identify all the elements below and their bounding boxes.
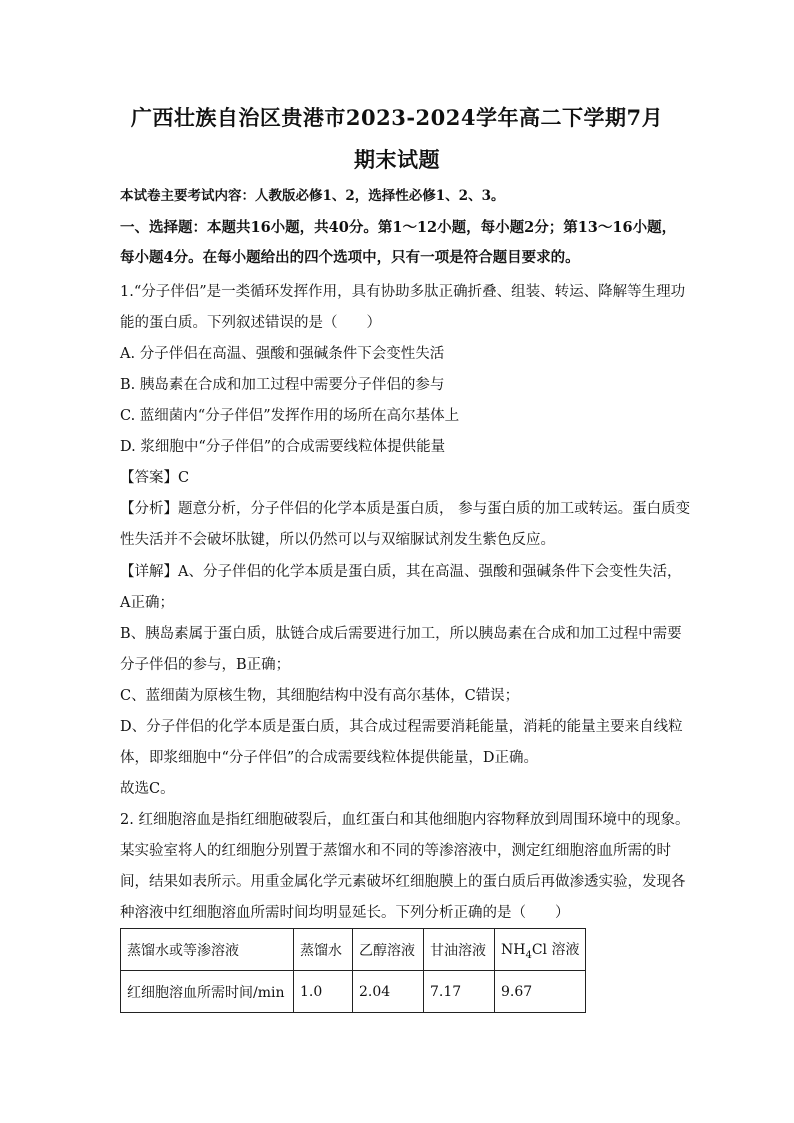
table-header-row [121, 929, 586, 971]
q1-analysis-line2: 性失活并不会破坏肽键，所以仍然可以与双缩脲试剂发生紫色反应。 [120, 532, 555, 548]
q1-detail-line2: A正确； [120, 595, 174, 611]
q1-analysis-line1: 【分析】题意分析，分子伴侣的化学本质是蛋白质， 参与蛋白质的加工或转运。蛋白质变 [120, 501, 691, 517]
q2-stem-line4: 种溶液中红细胞溶血所需时间均明显延长。下列分析正确的是（ ） [120, 905, 570, 921]
table-header-cell: 蒸馏水 [294, 929, 353, 971]
document-title-line1: 广西壮族自治区贵港市2023-2024学年高二下学期7月 [130, 105, 664, 130]
formula-subscript: 4 [525, 949, 532, 961]
q1-answer: 【答案】C [120, 470, 190, 486]
q1-detail-line4: 分子伴侣的参与，B正确； [120, 657, 291, 673]
table-cell: 红细胞溶血所需时间/min [121, 971, 294, 1013]
table-header-cell: 乙醇溶液 [353, 929, 424, 971]
formula-cl: Cl 溶液 [531, 941, 580, 958]
table-cell: 9.67 [495, 971, 586, 1013]
q1-detail-line7: 体，即浆细胞中“分子伴侣”的合成需要线粒体提供能量，D正确。 [120, 750, 538, 766]
table-row [121, 971, 586, 1013]
table-cell: 1.0 [294, 971, 353, 1013]
q1-stem-line2: 能的蛋白质。下列叙述错误的是（ ） [120, 315, 381, 331]
table-header-cell: 蒸馏水或等渗溶液 [121, 929, 294, 971]
q1-option-a: A. 分子伴侣在高温、强酸和强碱条件下会变性失活 [120, 346, 445, 362]
q2-stem-line1: 2. 红细胞溶血是指红细胞破裂后，血红蛋白和其他细胞内容物释放到周围环境中的现象。 [120, 812, 690, 828]
q1-detail-line3: B、胰岛素属于蛋白质，肽链合成后需要进行加工，所以胰岛素在合成和加工过程中需要 [120, 626, 682, 642]
q1-detail-line5: C、蓝细菌为原核生物，其细胞结构中没有高尔基体，C错误； [120, 688, 520, 704]
q2-stem-line3: 间，结果如表所示。用重金属化学元素破坏红细胞膜上的蛋白质后再做渗透实验，发现各 [120, 874, 686, 890]
table-cell: 2.04 [353, 971, 424, 1013]
table-header-cell [495, 929, 586, 971]
q1-detail-line6: D、分子伴侣的化学本质是蛋白质，其合成过程需要消耗能量，消耗的能量主要来自线粒 [120, 719, 683, 735]
q1-conclusion: 故选C。 [120, 781, 175, 797]
table-cell: 7.17 [424, 971, 495, 1013]
section-instruction-line2: 每小题4分。在每小题给出的四个选项中，只有一项是符合题目要求的。 [120, 249, 580, 266]
q1-option-b: B. 胰岛素在合成和加工过程中需要分子伴侣的参与 [120, 377, 445, 393]
q1-option-c: C. 蓝细菌内“分子伴侣”发挥作用的场所在高尔基体上 [120, 408, 460, 424]
q2-stem-line2: 某实验室将人的红细胞分别置于蒸馏水和不同的等渗溶液中，测定红细胞溶血所需的时 [120, 843, 671, 859]
table-header-cell: 甘油溶液 [424, 929, 495, 971]
hemolysis-time-table [120, 928, 586, 1013]
exam-scope-note: 本试卷主要考试内容：人教版必修1、2，选择性必修1、2、3。 [120, 188, 505, 204]
q1-stem-line1: 1.“分子伴侣”是一类循环发挥作用，具有协助多肽正确折叠、组装、转运、降解等生理功 [120, 284, 686, 300]
section-instruction-line1: 一、选择题：本题共16小题，共40分。第1～12小题，每小题2分；第13～16小题， [120, 219, 677, 236]
q1-option-d: D. 浆细胞中“分子伴侣”的合成需要线粒体提供能量 [120, 439, 446, 455]
document-title-line2: 期末试题 [354, 147, 440, 172]
formula-nh: NH [501, 941, 526, 958]
q1-detail-line1: 【详解】A、分子伴侣的化学本质是蛋白质，其在高温、强酸和强碱条件下会变性失活， [120, 564, 682, 580]
